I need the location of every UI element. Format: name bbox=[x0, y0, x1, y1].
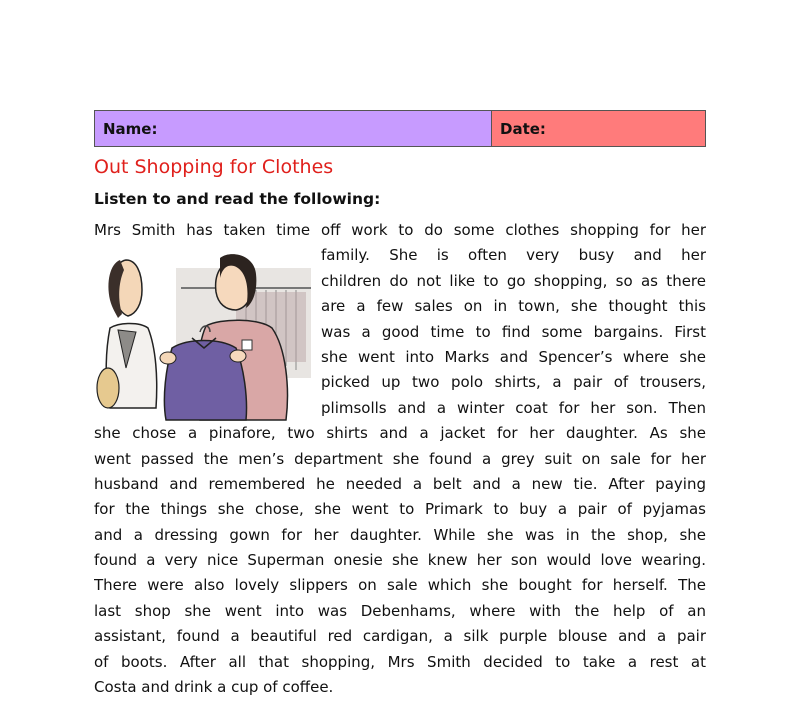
page-title: Out Shopping for Clothes bbox=[94, 156, 334, 178]
story-line: family. She is often very busy and her bbox=[321, 246, 706, 265]
story-text bbox=[94, 218, 706, 700]
story-line: children do not like to go shopping, so as there bbox=[321, 271, 706, 290]
story-line: found a very nice Superman onesie she knew her son would love wearing. bbox=[94, 551, 706, 570]
story-line: are a few sales on in town, she thought this bbox=[321, 297, 706, 316]
story-line: was a good time to find some bargains. First bbox=[321, 322, 706, 341]
story-line: Costa and drink a cup of coffee. bbox=[94, 678, 334, 697]
date-field[interactable] bbox=[492, 111, 705, 146]
story-line: Mrs Smith has taken time off work to do some clothes shopping for her bbox=[94, 221, 706, 239]
name-date-header bbox=[94, 110, 706, 147]
story-line: she went into Marks and Spencer’s where she bbox=[321, 347, 706, 366]
story-line: assistant, found a beautiful red cardigan, a silk purple blouse and a pair bbox=[94, 627, 706, 646]
story-line: picked up two polo shirts, a pair of trousers, bbox=[321, 373, 706, 392]
story-line: of boots. After all that shopping, Mrs Smith decided to take a rest at bbox=[94, 652, 706, 671]
instruction-text: Listen to and read the following: bbox=[94, 190, 381, 208]
story-line: There were also lovely slippers on sale which she bought for herself. The bbox=[94, 576, 706, 595]
story-line: last shop she went into was Debenhams, where with the help of an bbox=[94, 601, 706, 620]
name-label: Name: bbox=[103, 119, 158, 138]
story-line: husband and remembered he needed a belt and a new tie. After paying bbox=[94, 474, 706, 493]
story-line: she chose a pinafore, two shirts and a jacket for her daughter. As she bbox=[94, 424, 706, 443]
story-line: for the things she chose, she went to Primark to buy a pair of pyjamas bbox=[94, 500, 706, 519]
story-line: and a dressing gown for her daughter. While she was in the shop, she bbox=[94, 525, 706, 544]
name-field[interactable] bbox=[95, 111, 492, 146]
date-label: Date: bbox=[500, 119, 546, 138]
story-line: went passed the men’s department she found a grey suit on sale for her bbox=[94, 449, 706, 468]
story-line: plimsolls and a winter coat for her son. Then bbox=[321, 398, 706, 417]
